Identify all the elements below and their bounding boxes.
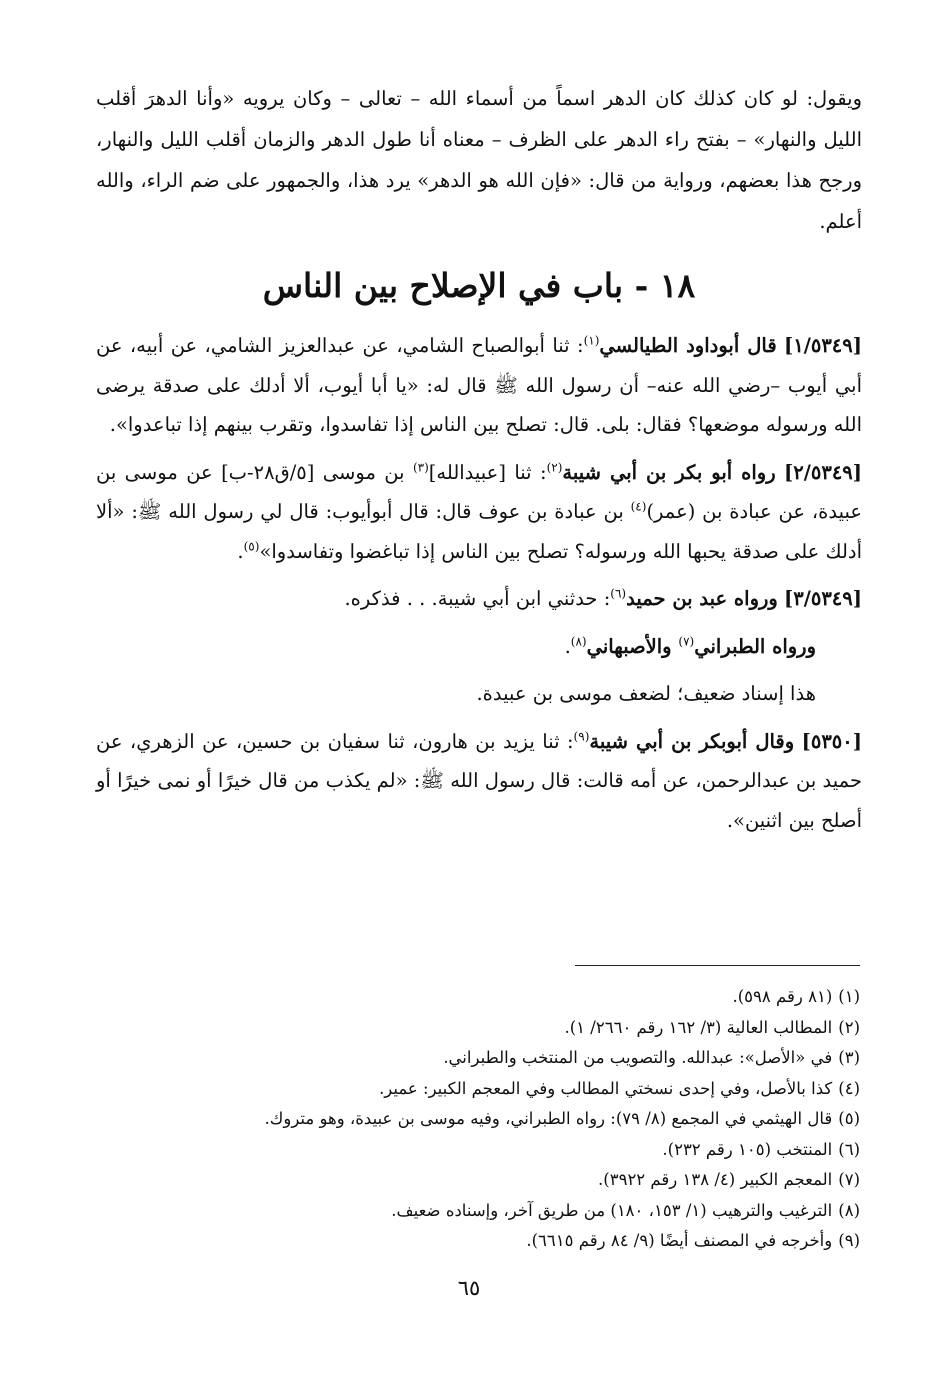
footnote [75,1104,860,1135]
footnotes [75,982,860,1257]
hadith-text: : ثنا [عبيدالله] [428,460,547,484]
hadith-text: . [564,634,571,658]
footnote-marker: (٤) [630,499,647,514]
hadith-ref: [١/٥٣٤٩] [784,334,862,357]
footnote-text: المنتخب (١٠٥ رقم ٢٣٢). [662,1139,833,1159]
footnote [75,1013,860,1044]
narrator: وقال أبوبكر بن أبي شيبة [589,729,795,753]
footnote-number: (٢) [838,1017,860,1037]
footnote-text: المعجم الكبير (٤/ ١٣٨ رقم ٣٩٢٢). [598,1170,833,1189]
footnote-number: (٦) [838,1139,860,1159]
footnote-number: (١) [838,987,860,1006]
hadith-5350 [96,722,862,841]
footnote-marker: (٥) [243,539,260,553]
footnote-text: كذا بالأصل، وفي إحدى نسختي المطالب وفي المعجم الكبير: عمير. [379,1078,833,1098]
hadith-text: : ثنا يزيد بن هارون، ثنا سفيان بن حسين، عن الزهري، عن حميد بن عبدالرحمن، عن أمه قالت: قال رسول الله ﷺ: «لم يكذب من قال خيرًا أو نمى خيرًا أو أصلح بين اثنين». [96,729,862,832]
hadith-5349-3 [96,579,862,619]
footnote [75,1196,860,1227]
hadith-5349-1 [96,326,862,445]
narrator: والأصبهاني [586,634,679,658]
hadith-ref: [٥٣٥٠] [801,729,862,753]
footnote-number: (٥) [838,1109,860,1128]
footnote-marker: (٩) [573,729,590,743]
hadith-text: بن موسى [٥/ق٢٨-ب] عن موسى بن عبيدة، عن عبادة بن (عمر) [96,460,862,523]
narrator: ورواه عبد بن حميد [626,587,778,610]
hadith-5349-3-other [96,627,862,667]
footnote [75,1043,860,1074]
hadith-text: . [237,539,244,563]
footnote-number: (٧) [838,1170,860,1189]
hadith-ref: [٢/٥٣٤٩] [784,460,863,484]
intro-paragraph: ويقول: لو كان كذلك كان الدهر اسماً من أسماء الله – تعالى – وكان يرويه «وأنا الدهرَ أقلب الليل والنهار» – بفتح راء الدهر على الظرف – معناه أنا طول الدهر والزمان أقلب الليل والنهار، ورجح هذا بعضهم، ورواية من قال: «فإن الله هو الدهر» يرد هذا، والجمهور على ضم الراء، والله أعلم. [96,87,862,233]
footnote-number: (٨) [838,1200,860,1220]
footnote-marker: (٨) [570,634,587,648]
footnote-marker: (١) [583,333,600,348]
footnote-divider [575,965,860,966]
footnote [75,1165,860,1196]
hadith-5349-2 [96,453,862,572]
narrator: رواه أبو بكر بن أبي شيبة [562,460,776,484]
narrator: قال أبوداود الطيالسي [599,334,777,357]
footnote-marker: (٧) [678,634,695,648]
page-number: ٦٥ [457,1276,481,1300]
footnote [75,982,860,1013]
footnote-text: وأخرجه في المصنف أيضًا (٩/ ٨٤ رقم ٦٦١٥). [526,1231,833,1250]
hadith-text: : ثنا أبوالصباح الشامي، عن عبدالعزيز الشامي، عن أبيه، عن أبي أيوب –رضي الله عنه– أن رسول الله ﷺ قال له: «يا أبا أيوب، ألا أدلك على صدقة يرضى الله ورسوله موضعها؟ فقال: بلى. قال: تصلح بين الناس إذا تفاسدوا، وتقرب بينهم إذا تباعدوا». [96,334,862,436]
hadith-text: بن عبادة بن عوف قال: قال أبوأيوب: قال لي رسول الله ﷺ: «ألا أدلك على صدقة يحبها الله ورسوله؟ تصلح بين الناس إذا تباغضوا وتفاسدوا» [96,500,862,563]
footnote-text: الترغيب والترهيب (١/ ١٥٣، ١٨٠) من طريق آخر، وإسناده ضعيف. [391,1200,833,1220]
footnote-text: قال الهيثمي في المجمع (٨/ ٧٩): رواه الطبراني، وفيه موسى بن عبيدة، وهو متروك. [264,1109,833,1128]
footnote [75,1074,860,1105]
footnote-text: في «الأصل»: عبدالله. والتصويب من المنتخب والطبراني. [443,1048,833,1067]
footnote-number: (٤) [838,1078,860,1098]
main-text [96,78,862,848]
footnote-text: (٨١ رقم ٥٩٨). [732,987,833,1006]
footnote-marker: (٣) [412,460,429,474]
narrator: ورواه الطبراني [694,634,816,658]
footnote-marker: (٢) [546,460,563,474]
footnote-marker: (٦) [610,586,627,601]
chapter-heading: ١٨ - باب في الإصلاح بين الناس [262,266,696,305]
hadith-text: : حدثني ابن أبي شيبة. . . فذكره. [344,587,611,610]
footnote [75,1226,860,1257]
footnote-number: (٣) [838,1048,860,1067]
hadith-ref: [٣/٥٣٤٩] [784,587,862,610]
footnote-number: (٩) [838,1231,860,1250]
footnote [75,1135,860,1166]
isnad-grading: هذا إسناد ضعيف؛ لضعف موسى بن عبيدة. [476,682,816,705]
footnote-text: المطالب العالية (٣/ ١٦٢ رقم ٢٦٦٠/ ١). [564,1017,833,1037]
